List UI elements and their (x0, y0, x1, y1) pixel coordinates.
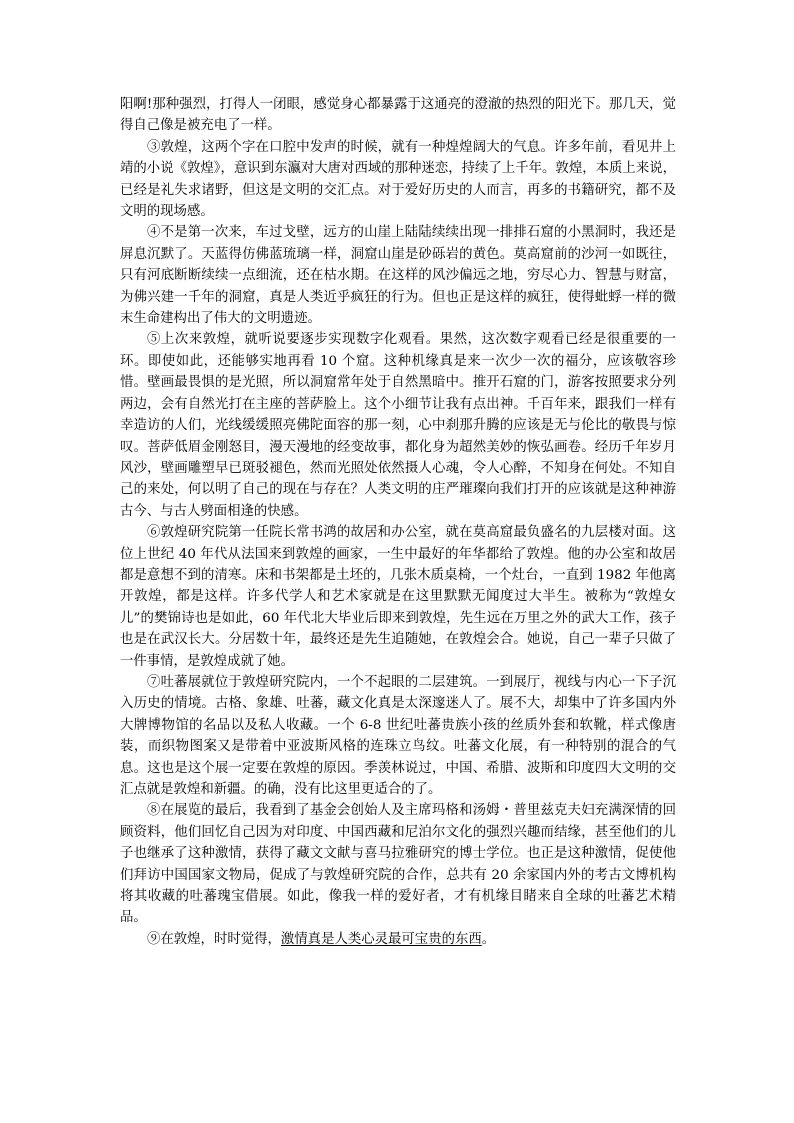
paragraph-9 (120, 929, 676, 950)
paragraph-9-end: 。 (481, 931, 496, 947)
paragraph-9-lead: ⑨在敦煌，时时觉得， (147, 931, 281, 947)
essay-page (120, 94, 676, 950)
paragraph-3: ③敦煌，这两个字在口腔中发声的时候，就有一种煌煌阔大的气息。许多年前，看见井上靖的小说《敦煌》，意识到东瀛对大唐对西域的那种迷恋，持续了上千年。敦煌，本质上来说，已经是礼失求诸野，但这是文明的交汇点。对于爱好历史的人而言，再多的书籍研究，都不及文明的现场感。 (120, 139, 676, 220)
paragraph-5: ⑤上次来敦煌，就听说要逐步实现数字化观看。果然，这次数字观看已经是很重要的一环。即使如此，还能够实地再看 10 个窟。这种机缘真是来一次少一次的福分，应该敬容珍惜。壁画最畏惧的是光照，所以洞窟常年处于自然黑暗中。推开石窟的门，游客按照要求分列两边，会有自然光打在主座的菩萨脸上。这个小细节让我有点出神。千百年来，跟我们一样有幸造访的人们，光线缓缓照亮佛陀面容的那一刻，心中刹那升腾的应该是无与伦比的敬畏与惊叹。菩萨低眉金刚怒目，漫天漫地的经变故事，都化身为超然美妙的恢弘画卷。经历千年岁月风沙，壁画雕塑早已斑驳褪色，然而光照处依然摄人心魂，令人心醉，不知身在何处。不知自己的来处，何以明了自己的现在与存在？人类文明的庄严璀璨向我们打开的应该就是这种神游古今、与古人劈面相逢的快感。 (120, 332, 676, 519)
paragraph-8: ⑧在展览的最后，我看到了基金会创始人及主席玛格和汤姆・普里兹克夫妇充满深情的回顾资料，他们回忆自己因为对印度、中国西藏和尼泊尔文化的强烈兴趣而结缘，甚至他们的儿子也继承了这种激情，获得了藏文文献与喜马拉雅研究的博士学位。也正是这种激情，促使他们拜访中国国家文物局，促成了与敦煌研究院的合作，总共有 20 余家国内外的考古文博机构将其收藏的吐蕃瑰宝借展。如此，像我一样的爱好者，才有机缘目睹来自全球的吐蕃艺术精品。 (120, 803, 676, 926)
paragraph-6: ⑥敦煌研究院第一任院长常书鸿的故居和办公室，就在莫高窟最负盛名的九层楼对面。这位上世纪 40 年代从法国来到敦煌的画家，一生中最好的年华都给了敦煌。他的办公室和故居都是意想不到的清寒。床和书架都是土坯的，几张木质桌椅，一个灶台，一直到 1982 年他离开敦煌，都是这样。许多代学人和艺术家就是在这里默默无闻度过大半生。被称为“敦煌女儿”的樊锦诗也是如此，60 年代北大毕业后即来到敦煌，先生远在万里之外的武大工作，孩子也是在武汉长大。分居数十年，最终还是先生追随她，在敦煌会合。她说，自己一辈子只做了一件事情，是敦煌成就了她。 (120, 525, 676, 669)
paragraph-7: ⑦吐蕃展就位于敦煌研究院内，一个不起眼的二层建筑。一到展厅，视线与内心一下子沉入历史的情境。古格、象雄、吐蕃，藏文化真是太深邃迷人了。展不大，却集中了许多国内外大牌博物馆的名品以及私人收藏。一个 6-8 世纪吐蕃贵族小孩的丝质外套和软靴，样式像唐装，而织物图案又是带着中亚波斯风格的连珠立鸟纹。吐蕃文化展，有一种特别的混合的气息。这也是这个展一定要在敦煌的原因。季羡林说过，中国、希腊、波斯和印度四大文明的交汇点就是敦煌和新疆。的确，没有比这里更适合的了。 (120, 674, 676, 797)
underlined-key-sentence: 激情真是人类心灵最可宝贵的东西 (280, 931, 482, 947)
paragraph-0: 阳啊!那种强烈，打得人一闭眼，感觉身心都暴露于这通亮的澄澈的热烈的阳光下。那几天，觉得自己像是被充电了一样。 (120, 97, 676, 134)
paragraph-4: ④不是第一次来，车过戈壁，远方的山崖上陆陆续续出现一排排石窟的小黑洞时，我还是屏息沉默了。天蓝得仿佛蓝琉璃一样，洞窟山崖是砂砾岩的黄色。莫高窟前的沙河一如既往，只有河底断断续续一点细流，还在枯水期。在这样的风沙偏远之地，穷尽心力、智慧与财富，为佛兴建一千年的洞窟，真是人类近乎疯狂的行为。但也正是这样的疯狂，使得蚍蜉一样的微末生命建构出了伟大的文明遗迹。 (120, 225, 676, 327)
